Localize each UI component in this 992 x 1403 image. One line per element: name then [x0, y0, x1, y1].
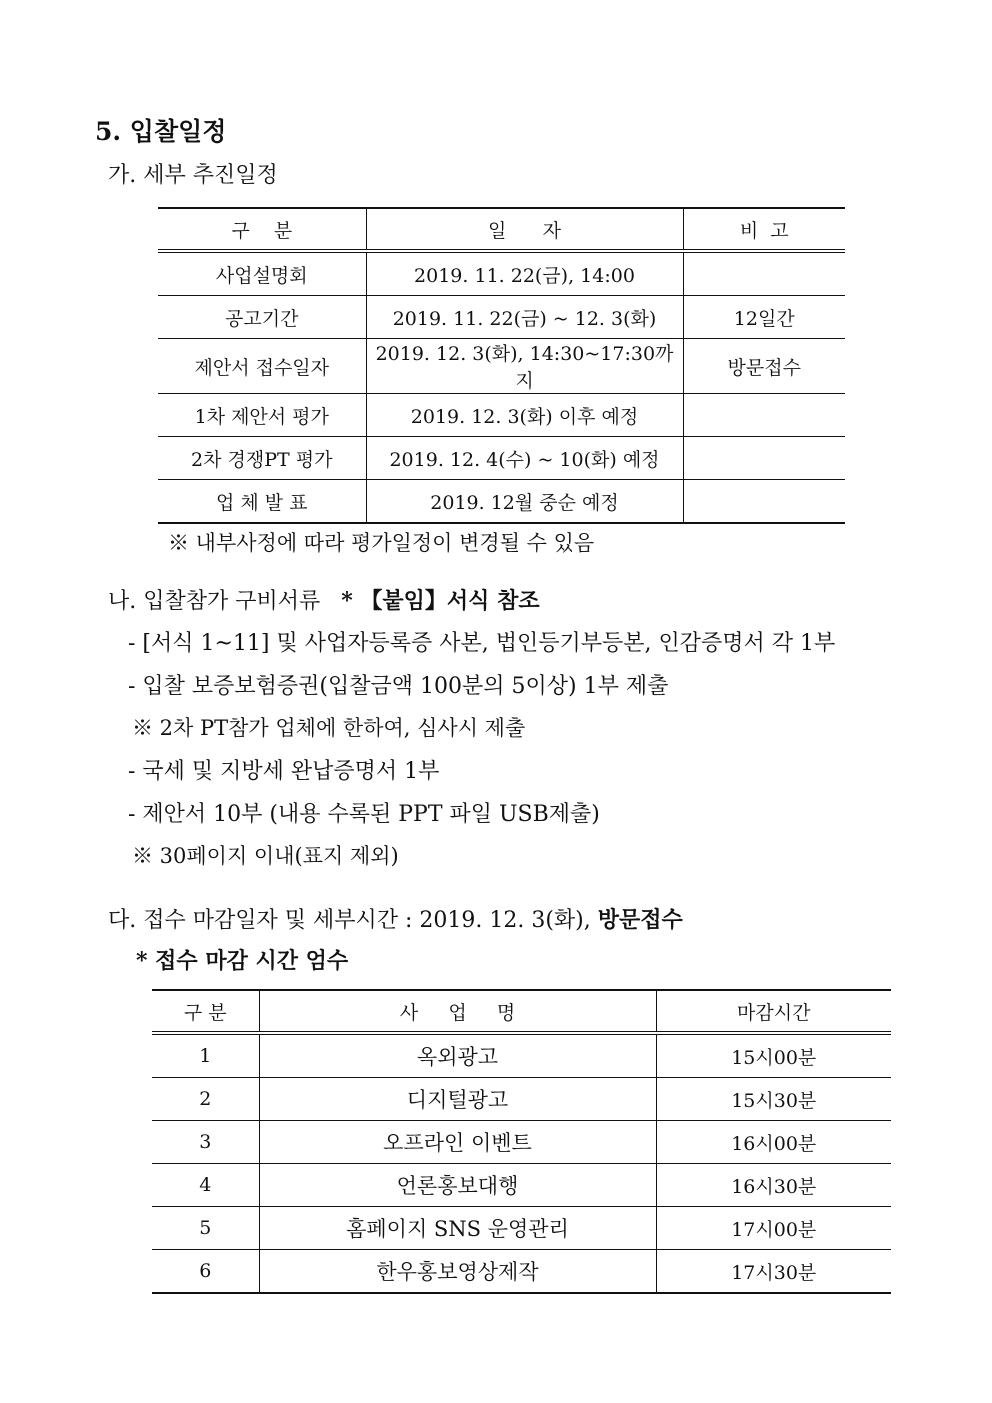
row-project: 옥외광고 [259, 1033, 656, 1078]
table-row [158, 251, 845, 296]
subsection-b-reference: * 【붙임】서식 참조 [341, 588, 540, 614]
row-deadline: 15시00분 [656, 1033, 891, 1078]
table-header-row [158, 208, 845, 251]
row-category: 2차 경쟁PT 평가 [158, 437, 366, 480]
table-row [152, 1033, 891, 1078]
row-deadline: 17시00분 [656, 1207, 891, 1250]
header-category: 구 분 [158, 208, 366, 251]
header-deadline: 마감시간 [656, 990, 891, 1033]
row-date: 2019. 12. 3(화) 이후 예정 [366, 394, 683, 437]
schedule-table [158, 207, 845, 524]
subsection-b-heading [108, 584, 540, 615]
subsection-b-title: 나. 입찰참가 구비서류 [108, 589, 321, 614]
row-project: 한우홍보영상제작 [259, 1250, 656, 1294]
row-project: 디지털광고 [259, 1078, 656, 1121]
table-row [152, 1207, 891, 1250]
row-category: 1차 제안서 평가 [158, 394, 366, 437]
row-category: 업 체 발 표 [158, 480, 366, 524]
document-item: - 국세 및 지방세 완납증명서 1부 [128, 759, 440, 784]
row-project: 언론홍보대행 [259, 1164, 656, 1207]
row-deadline: 16시00분 [656, 1121, 891, 1164]
document-item: - 입찰 보증보험증권(입찰금액 100분의 5이상) 1부 제출 [128, 674, 669, 699]
row-category: 제안서 접수일자 [158, 339, 366, 394]
table-row [158, 339, 845, 394]
row-remark: 12일간 [683, 296, 845, 339]
subsection-a-title: 가. 세부 추진일정 [108, 163, 278, 188]
document-item: - 제안서 10부 (내용 수록된 PPT 파일 USB제출) [128, 802, 600, 827]
row-number: 1 [152, 1033, 259, 1078]
section-title: 5. 입찰일정 [95, 117, 227, 146]
row-category: 공고기간 [158, 296, 366, 339]
row-number: 3 [152, 1121, 259, 1164]
row-date: 2019. 12월 중순 예정 [366, 480, 683, 524]
header-remark: 비 고 [683, 208, 845, 251]
row-project: 홈페이지 SNS 운영관리 [259, 1207, 656, 1250]
header-project: 사 업 명 [259, 990, 656, 1033]
table-row [152, 1164, 891, 1207]
table-row [152, 1121, 891, 1164]
row-deadline: 16시30분 [656, 1164, 891, 1207]
deadline-table [152, 989, 891, 1294]
row-number: 4 [152, 1164, 259, 1207]
row-number: 6 [152, 1250, 259, 1294]
table-row [158, 480, 845, 524]
schedule-note: ※ 내부사정에 따라 평가일정이 변경될 수 있음 [168, 531, 595, 555]
row-number: 5 [152, 1207, 259, 1250]
row-remark [683, 394, 845, 437]
row-remark [683, 480, 845, 524]
row-deadline: 17시30분 [656, 1250, 891, 1294]
deadline-strict-note: * 접수 마감 시간 엄수 [136, 948, 349, 974]
row-remark: 방문접수 [683, 339, 845, 394]
row-date: 2019. 12. 3(화), 14:30~17:30까지 [366, 339, 683, 394]
document-note: ※ 30페이지 이내(표지 제외) [132, 844, 399, 868]
row-deadline: 15시30분 [656, 1078, 891, 1121]
subsection-c-method: 방문접수 [597, 907, 683, 933]
table-row [158, 437, 845, 480]
row-number: 2 [152, 1078, 259, 1121]
row-date: 2019. 11. 22(금), 14:00 [366, 251, 683, 296]
row-category: 사업설명회 [158, 251, 366, 296]
row-remark [683, 437, 845, 480]
table-row [152, 1250, 891, 1294]
row-remark [683, 251, 845, 296]
table-row [158, 296, 845, 339]
table-row [152, 1078, 891, 1121]
subsection-c-title: 다. 접수 마감일자 및 세부시간 : 2019. 12. 3(화), [108, 908, 591, 933]
document-note: ※ 2차 PT참가 업체에 한하여, 심사시 제출 [132, 716, 526, 740]
header-number: 구 분 [152, 990, 259, 1033]
row-date: 2019. 12. 4(수) ~ 10(화) 예정 [366, 437, 683, 480]
row-project: 오프라인 이벤트 [259, 1121, 656, 1164]
document-item: - [서식 1~11] 및 사업자등록증 사본, 법인등기부등본, 인감증명서 각 1부 [128, 631, 836, 656]
table-header-row [152, 990, 891, 1033]
subsection-c-heading [108, 903, 683, 934]
table-row [158, 394, 845, 437]
header-date: 일 자 [366, 208, 683, 251]
row-date: 2019. 11. 22(금) ~ 12. 3(화) [366, 296, 683, 339]
